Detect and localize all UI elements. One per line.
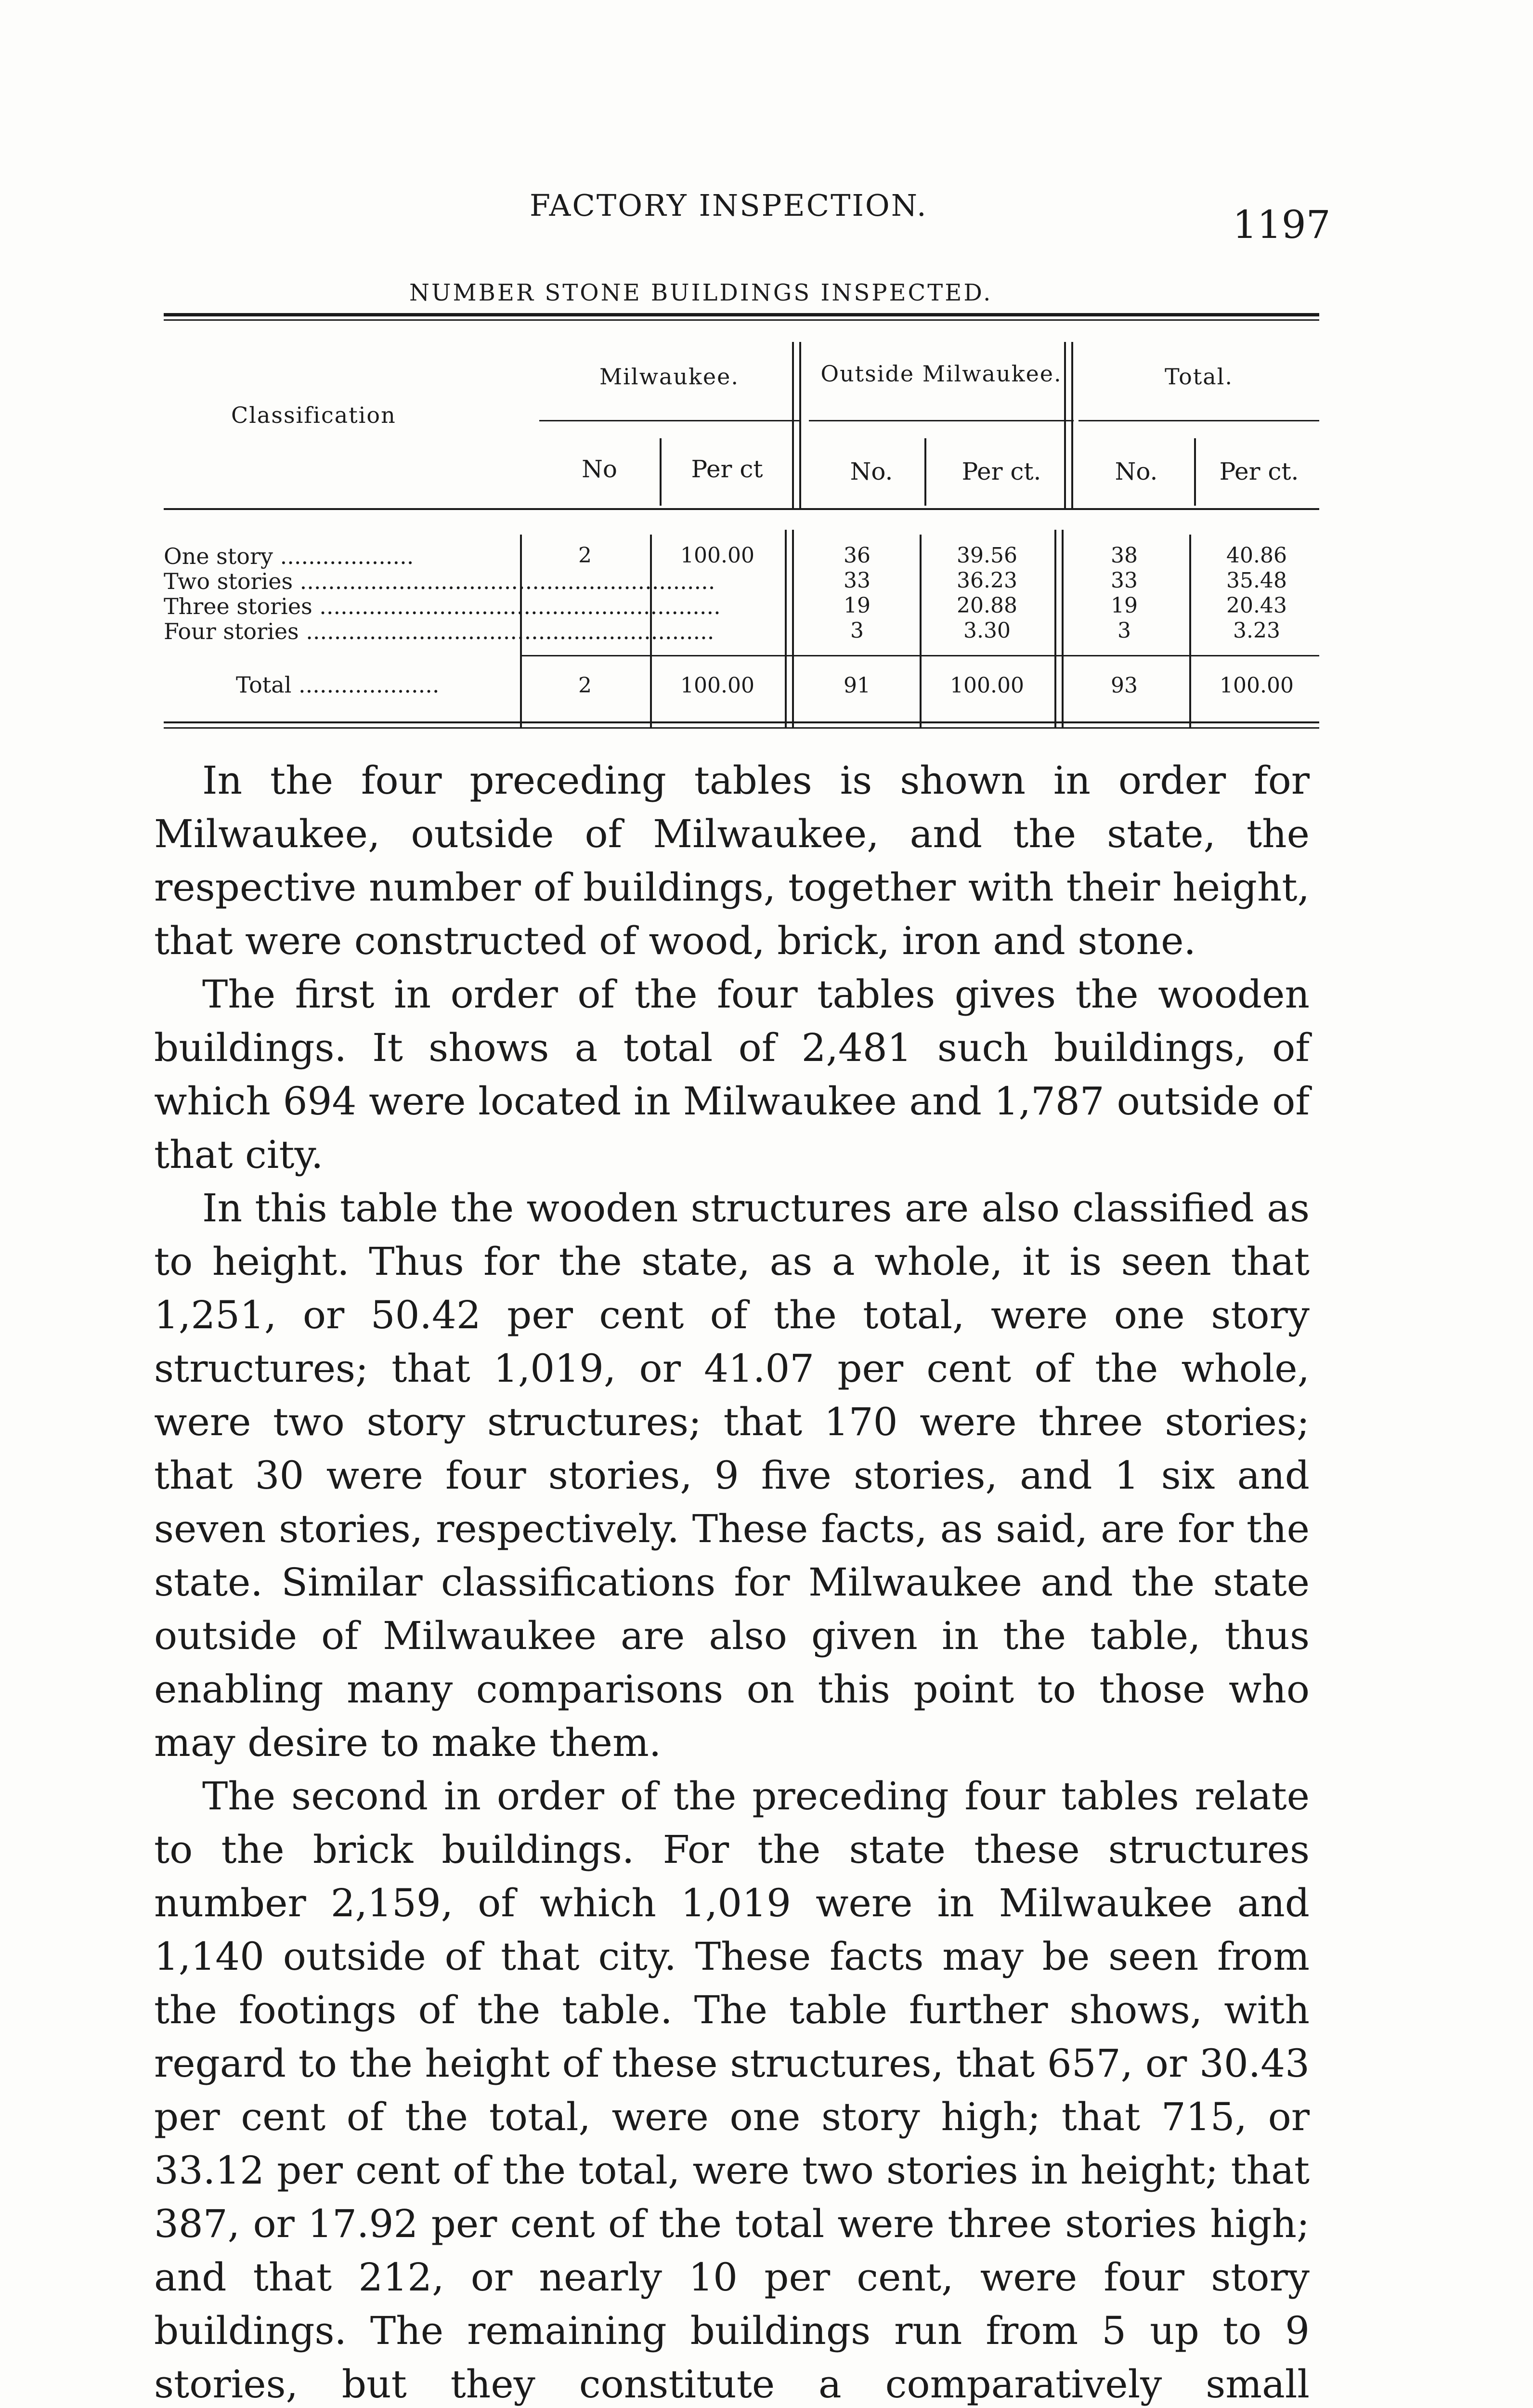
subheader: No. — [850, 458, 893, 485]
column-divider — [1194, 438, 1196, 506]
stone-buildings-table — [164, 313, 1319, 746]
table-cell: 33 — [1111, 568, 1138, 593]
table-cell: 2 — [578, 543, 592, 568]
table-cell: 3 — [1117, 618, 1131, 643]
table-cell: 38 — [1111, 543, 1138, 568]
subheader: Per ct. — [961, 458, 1041, 485]
body-text — [154, 754, 1310, 2408]
table-cell: 100.00 — [950, 673, 1024, 698]
row-label: Two stories ........................................................... — [164, 568, 715, 594]
table-cell: 19 — [844, 593, 870, 618]
group-underline-milwaukee — [539, 420, 799, 421]
table-cell: 35.48 — [1226, 568, 1287, 593]
table-cell: 100.00 — [1220, 673, 1294, 698]
page-number: 1197 — [1233, 202, 1331, 247]
header-bottom-rule — [164, 508, 1319, 510]
table-bottom-rule — [164, 721, 1319, 723]
column-divider — [1071, 342, 1073, 508]
column-divider — [660, 438, 662, 506]
paragraph: In the four preceding tables is shown in order for Milwaukee, outside of Milwaukee, and the state, the respective number of buildings, together with their height, that were constructed of wood, brick, iron and stone. — [154, 758, 1310, 963]
column-divider — [920, 535, 922, 727]
table-top-rule — [164, 313, 1319, 316]
group-header-outside: Outside Milwaukee. — [820, 361, 1062, 387]
table-cell: 20.88 — [957, 593, 1017, 618]
running-head: FACTORY INSPECTION. — [530, 188, 928, 223]
column-divider — [1064, 342, 1066, 508]
row-label: Three stories ......................................................... — [164, 593, 721, 619]
total-separator-rule — [520, 655, 1319, 656]
table-cell: 100.00 — [680, 673, 754, 698]
table-cell: 19 — [1111, 593, 1138, 618]
subheader: Per ct. — [1219, 458, 1299, 485]
table-cell: 3.23 — [1233, 618, 1280, 643]
row-label: Four stories .......................................................... — [164, 618, 715, 644]
group-header-total: Total. — [1164, 364, 1234, 390]
table-cell: 2 — [578, 673, 592, 698]
group-header-milwaukee: Milwaukee. — [599, 364, 739, 390]
column-divider — [1189, 535, 1191, 727]
table-cell: 3 — [850, 618, 864, 643]
table-cell: 36 — [844, 543, 870, 568]
group-underline-total — [1078, 420, 1319, 421]
table-cell: 100.00 — [680, 543, 754, 568]
subheader: Per ct — [691, 455, 763, 483]
paragraph: The second in order of the preceding four tables relate to the brick buildings. For the state these structures number 2,159, of which 1,019 were in Milwaukee and 1,140 outside of that city. These facts may be seen from the footings of the table. The table further shows, with regard to the height of these structures, that 657, or 30.43 per cent of the total, were one story high; that 715, or 33.12 per cent of the total, were two stories in height; that 387, or 17.92 per cent of the total were three stories high; and that 212, or nearly 10 per cent, were four story buildings. The remaining buildings run from 5 up to 9 stories, but they constitute a comparatively small — [154, 1774, 1310, 2407]
table-cell: 40.86 — [1226, 543, 1287, 568]
column-divider — [1062, 530, 1064, 727]
table-cell: 36.23 — [957, 568, 1017, 593]
column-divider — [792, 530, 794, 727]
paragraph: In this table the wooden structures are also classified as to height. Thus for the state, as a whole, it is seen that 1,251, or 50.42 per cent of the total, were one story structures; that 1,019, or 41.07 per cent of the whole, were two story structures; that 170 were three stories; that 30 were four stories, 9 five stories, and 1 six and seven stories, respectively. These facts, as said, are for the state. Similar classifications for Milwaukee and the state outside of Milwaukee are also given in the table, thus enabling many comparisons on this point to those who may desire to make them. — [154, 1186, 1310, 1765]
table-title: NUMBER STONE BUILDINGS INSPECTED. — [409, 279, 993, 306]
table-cell: 3.30 — [963, 618, 1011, 643]
group-underline-outside — [809, 420, 1074, 421]
paragraph: The first in order of the four tables gives the wooden buildings. It shows a total of 2,481 such buildings, of which 694 were located in Milwaukee and 1,787 outside of that city. — [154, 972, 1310, 1177]
classification-header: Classification — [231, 402, 396, 428]
column-divider — [1054, 530, 1056, 727]
column-divider — [792, 342, 794, 508]
subheader: No — [582, 455, 617, 483]
table-cell: 91 — [844, 673, 870, 698]
subheader: No. — [1115, 458, 1158, 485]
table-cell: 20.43 — [1226, 593, 1287, 618]
column-divider — [924, 438, 926, 506]
table-top-rule-thin — [164, 319, 1319, 321]
column-divider — [799, 342, 801, 508]
row-label: Total .................... — [236, 672, 440, 698]
table-bottom-rule-thin — [164, 727, 1319, 729]
table-cell: 93 — [1111, 673, 1138, 698]
table-cell: 39.56 — [957, 543, 1017, 568]
row-label: One story ................... — [164, 543, 414, 569]
table-cell: 33 — [844, 568, 870, 593]
